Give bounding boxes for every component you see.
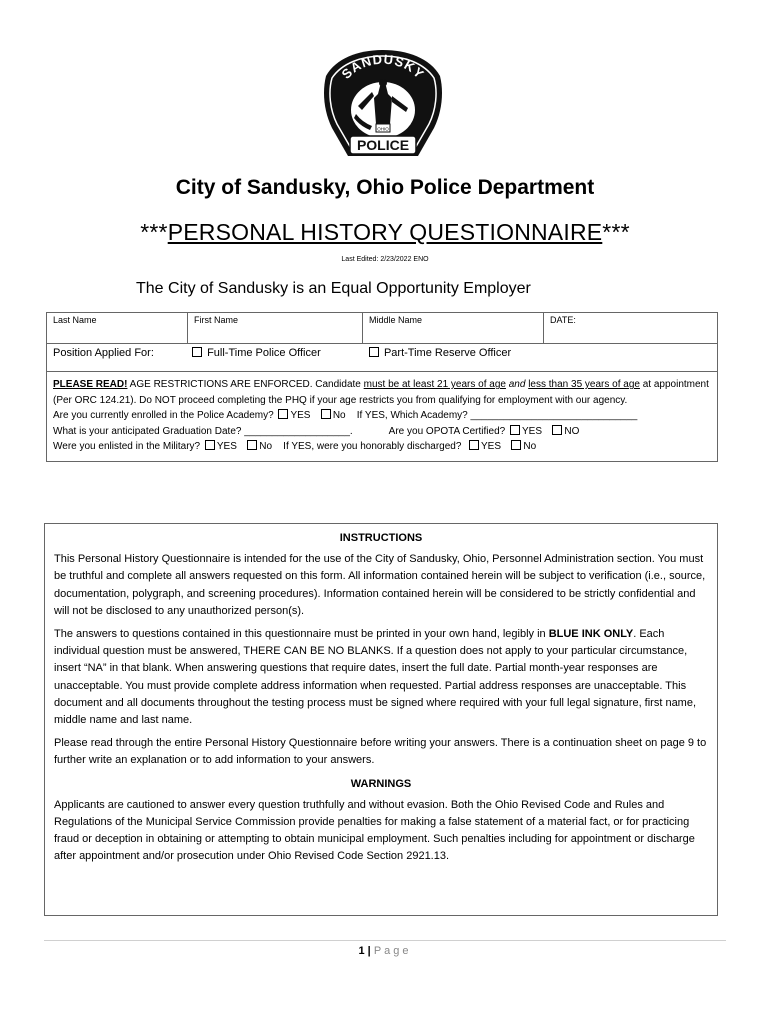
academy-question-text: Are you currently enrolled in the Police Academy? bbox=[53, 410, 274, 421]
instructions-paragraph-1: This Personal History Questionnaire is intended for the use of the City of Sandusky, Ohio, Personnel Administration section. You must be truthful and complete all answers requested on this form. All information contained herein will be subject to verification (i.e., source, documentation, polygraph, and screening procedures). Information contained herein will be considered to be strictly confidential and will not be disclosed to any unauthorized person(s). bbox=[54, 553, 706, 617]
last-name-label: Last Name bbox=[53, 315, 97, 325]
middle-name-field[interactable] bbox=[363, 313, 544, 344]
footer-separator: | bbox=[364, 945, 374, 957]
full-time-label: Full-Time Police Officer bbox=[207, 347, 321, 359]
last-name-field[interactable] bbox=[47, 313, 188, 344]
military-text: Were you enlisted in the Military? bbox=[53, 441, 201, 452]
warnings-heading: WARNINGS bbox=[350, 777, 412, 790]
notice-and: and bbox=[505, 379, 529, 390]
notice-text-1: AGE RESTRICTIONS ARE ENFORCED. Candidate bbox=[127, 379, 364, 390]
first-name-field[interactable] bbox=[188, 313, 363, 344]
military-no-checkbox[interactable] bbox=[247, 440, 257, 450]
warnings-paragraph: Applicants are cautioned to answer every question truthfully and without evasion. Both the Ohio Revised Code and Rules and Regulations of the Municipal Service Commission provide penalties for making a false statement of a material fact, or for practicing fraud or deception in obtaining or attempting to obtain municipal employment. Such penalties including for appointment or discharge after appointment and/or prosecution under Ohio Revised Code Section 2921.13. bbox=[54, 798, 695, 863]
last-edited: Last Edited: 2/23/2022 ENO bbox=[341, 256, 429, 263]
discharge-no-checkbox[interactable] bbox=[511, 440, 521, 450]
notice-max-age: less than 35 years of age bbox=[528, 379, 640, 390]
date-label: DATE: bbox=[550, 315, 576, 325]
eoe-statement: The City of Sandusky is an Equal Opportunity Employer bbox=[136, 280, 531, 297]
opota-yes-checkbox[interactable] bbox=[510, 425, 520, 435]
instructions-paragraph-3: Please read through the entire Personal History Questionnaire before writing your answers. There is a continuation sheet on page 9 to further write an explanation or to add information to your answers. bbox=[54, 737, 707, 767]
page-footer bbox=[0, 945, 770, 957]
academy-yes-checkbox[interactable] bbox=[278, 409, 288, 419]
age-restriction-text bbox=[53, 377, 711, 408]
please-read: PLEASE READ! bbox=[53, 379, 128, 390]
age-notice bbox=[47, 372, 718, 462]
opota-yes-label: YES bbox=[521, 425, 542, 437]
military-question bbox=[53, 439, 711, 455]
badge-bottom-text: POLICE bbox=[356, 137, 410, 153]
badge-top-text: SANDUSKY bbox=[338, 51, 428, 82]
p2-text-a: The answers to questions contained in this questionnaire must be printed in your own hand, legibly in bbox=[54, 628, 549, 641]
military-no-label: No bbox=[259, 441, 273, 452]
notice-text-2: at appointment (Per ORC 124.21). Do NOT proceed completing the PHQ if your age restricts you from qualifying for employment with our agency. bbox=[53, 379, 709, 406]
academy-no-checkbox[interactable] bbox=[321, 409, 331, 419]
opota-no-checkbox[interactable] bbox=[552, 425, 562, 435]
opota-text: Are you OPOTA Certified? bbox=[388, 425, 506, 437]
notice-min-age: must be at least 21 years of age bbox=[363, 379, 506, 390]
middle-name-label: Middle Name bbox=[369, 315, 423, 325]
position-row bbox=[47, 344, 718, 372]
first-name-label: First Name bbox=[194, 315, 239, 325]
discharge-yes-label: YES bbox=[481, 441, 502, 452]
title-stars-right: *** bbox=[602, 219, 630, 245]
position-label: Position Applied For: bbox=[53, 347, 154, 359]
part-time-checkbox[interactable] bbox=[369, 347, 379, 357]
title-stars-left: *** bbox=[140, 219, 168, 245]
police-badge-logo bbox=[322, 48, 444, 166]
discharge-text: If YES, were you honorably discharged? bbox=[283, 441, 462, 452]
footer-divider bbox=[44, 940, 726, 941]
discharge-no-label: No bbox=[523, 441, 537, 452]
graduation-text: What is your anticipated Graduation Date? ___________________. bbox=[53, 425, 353, 437]
discharge-yes-checkbox[interactable] bbox=[469, 440, 479, 450]
blue-ink-only: BLUE INK ONLY bbox=[548, 628, 634, 641]
page-word: Page bbox=[373, 945, 412, 957]
department-title: City of Sandusky, Ohio Police Department bbox=[175, 176, 595, 199]
academy-which-text: If YES, Which Academy? ______________________________ bbox=[356, 410, 638, 421]
badge-state-text: OHIO bbox=[377, 126, 389, 132]
page-number: 1 bbox=[358, 945, 365, 957]
opota-no-label: NO bbox=[564, 425, 580, 437]
part-time-label: Part-Time Reserve Officer bbox=[383, 347, 512, 359]
graduation-question bbox=[53, 424, 711, 440]
applicant-info-table bbox=[46, 312, 718, 462]
military-yes-checkbox[interactable] bbox=[205, 440, 215, 450]
academy-question bbox=[53, 408, 711, 424]
date-field[interactable] bbox=[544, 313, 718, 344]
academy-yes-label: YES bbox=[290, 410, 311, 421]
military-yes-label: YES bbox=[216, 441, 237, 452]
p2-text-c: . Each individual question must be answered, THERE CAN BE NO BLANKS. If a question does not apply to your particular circumstance, insert “NA” in that blank. When answering questions that require dates, insert the full date. Partial month-year responses are unacceptable. You must provide complete address information when requested. Partial address responses are unacceptable. This document and all documents throughout the testing process must be signed where required with your full legal signature, first name, middle name and last name. bbox=[54, 628, 697, 727]
instructions-box bbox=[44, 523, 718, 916]
academy-no-label: No bbox=[332, 410, 346, 421]
form-title bbox=[0, 219, 770, 246]
full-time-checkbox[interactable] bbox=[192, 347, 202, 357]
instructions-paragraph-2 bbox=[54, 626, 708, 729]
instructions-heading: INSTRUCTIONS bbox=[339, 532, 423, 544]
title-text: PERSONAL HISTORY QUESTIONNAIRE bbox=[167, 219, 603, 245]
